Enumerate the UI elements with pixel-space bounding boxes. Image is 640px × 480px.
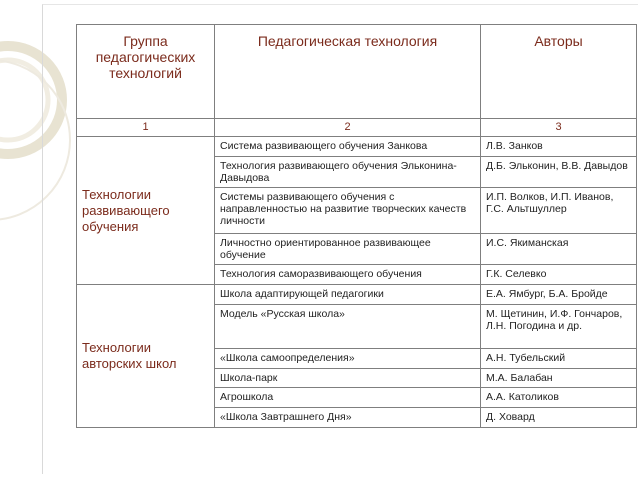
authors-cell: Л.В. Занков <box>481 137 637 157</box>
column-number-2: 2 <box>215 119 481 137</box>
column-number-3: 3 <box>481 119 637 137</box>
authors-cell: М.А. Балабан <box>481 369 637 388</box>
authors-cell: Д. Ховард <box>481 408 637 428</box>
authors-cell: Е.А. Ямбург, Б.А. Бройде <box>481 285 637 305</box>
header-authors: Авторы <box>481 25 637 119</box>
authors-cell: Г.К. Селевко <box>481 265 637 285</box>
authors-cell: И.П. Волков, И.П. Иванов, Г.С. Альтшуллер <box>481 188 637 234</box>
pedagogical-technologies-table <box>76 24 637 428</box>
technology-cell: «Школа Завтрашнего Дня» <box>215 408 481 428</box>
authors-cell: М. Щетинин, И.Ф. Гончаров, Л.Н. Погодина и др. <box>481 305 637 349</box>
authors-cell: И.С. Якиманская <box>481 234 637 265</box>
technology-cell: Личностно ориентированное развивающее обучение <box>215 234 481 265</box>
technology-cell: Система развивающего обучения Занкова <box>215 137 481 157</box>
technology-cell: Системы развивающего обучения с направленностью на развитие творческих качеств личности <box>215 188 481 234</box>
table-row <box>77 137 637 157</box>
group-developmental-learning: Технологии развивающего обучения <box>77 137 215 285</box>
technology-cell: «Школа самоопределения» <box>215 349 481 369</box>
technology-cell: Технология саморазвивающего обучения <box>215 265 481 285</box>
technology-cell: Школа-парк <box>215 369 481 388</box>
authors-cell: А.Н. Тубельский <box>481 349 637 369</box>
header-technology: Педагогическая технология <box>215 25 481 119</box>
authors-cell: А.А. Католиков <box>481 388 637 408</box>
column-number-row <box>77 119 637 137</box>
technology-cell: Технология развивающего обучения Эльконина-Давыдова <box>215 157 481 188</box>
technology-cell: Модель «Русская школа» <box>215 305 481 349</box>
technology-cell: Агрошкола <box>215 388 481 408</box>
technology-cell: Школа адаптирующей педагогики <box>215 285 481 305</box>
table-row <box>77 285 637 305</box>
authors-cell: Д.Б. Эльконин, В.В. Давыдов <box>481 157 637 188</box>
table-header-row <box>77 25 637 119</box>
header-group: Группа педагогических технологий <box>77 25 215 119</box>
column-number-1: 1 <box>77 119 215 137</box>
group-author-schools: Технологии авторских школ <box>77 285 215 428</box>
